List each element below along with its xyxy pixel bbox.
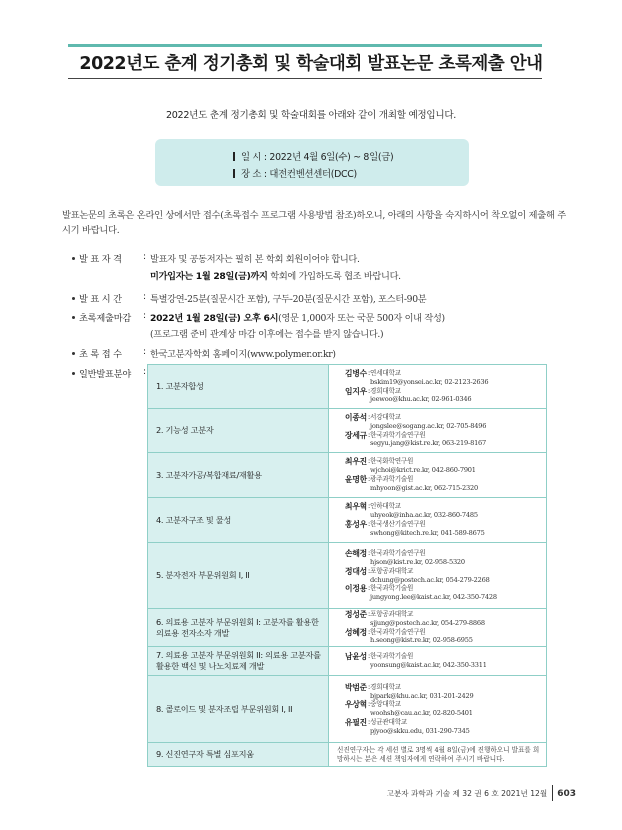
page-footer: [387, 785, 576, 801]
contact-email-phone: segyu.jang@kist.re.kr, 063-219-8167: [370, 439, 487, 448]
contact-email-phone: wjchoi@krict.re.kr, 042-860-7901: [370, 466, 476, 475]
contact-colon: :: [368, 700, 371, 709]
contact-colon: :: [368, 412, 371, 421]
contact-entry: [337, 387, 546, 405]
colon: :: [143, 346, 147, 357]
page-number: 603: [557, 789, 576, 799]
contact-affiliation: 한국화학연구원: [370, 457, 414, 466]
date-label: 일 시 :: [241, 152, 270, 163]
contact-email-phone: jeewoo@khu.ac.kr, 02-961-0346: [370, 395, 472, 404]
contact-email-phone: yoonsung@kaist.ac.kr, 042-350-3311: [370, 661, 487, 670]
venue-label: 장 소 :: [241, 169, 270, 180]
colon: :: [143, 366, 147, 377]
contact-affiliation: 한국과학기술원: [370, 652, 414, 661]
contact-name: 김병수: [345, 368, 367, 378]
contact-affiliation: 포항공과대학교: [370, 610, 414, 618]
field-contacts: [329, 498, 547, 543]
table-row: [148, 365, 547, 409]
bullet-dot-icon: [72, 257, 75, 260]
contact-colon: :: [368, 584, 371, 593]
contact-name: 임지우: [345, 386, 367, 396]
colon: :: [143, 291, 147, 302]
contact-entry: [337, 549, 546, 567]
contact-entry: [337, 610, 546, 628]
contact-colon: :: [368, 386, 371, 395]
contact-name: 성혜정: [345, 627, 367, 637]
journal-info: 고분자 과학과 기술 제 32 권 6 호 2021년 12월: [386, 789, 548, 798]
contact-affiliation: 연세대학교: [370, 368, 401, 377]
contact-colon: :: [368, 475, 371, 483]
field-category: 1. 고분자합성: [148, 365, 329, 409]
table-row: [148, 647, 547, 676]
contact-name: 박범준: [345, 682, 367, 692]
contact-colon: :: [368, 682, 371, 691]
contact-colon: :: [368, 457, 371, 466]
contact-name: 최우진: [345, 457, 367, 467]
presenter-line1: 발표자 및 공동저자는 필히 본 학회 회원이어야 합니다.: [150, 254, 360, 265]
field-contacts: [329, 409, 547, 453]
fields-table: [147, 364, 547, 767]
table-row: [148, 498, 547, 543]
contact-affiliation: 한국과학기술연구원: [370, 430, 426, 439]
contact-entry: [337, 369, 546, 387]
field-category: 7. 의료용 고분자 부문위원회 II: 의료용 고분자를 활용한 백신 및 나노치료제 개발: [148, 647, 329, 676]
presenter-line2: 미가입자는 1월 28일(금)까지 학회에 가입하도록 협조 바랍니다.: [150, 271, 401, 282]
field-contacts: [329, 743, 547, 767]
contact-entry: [337, 475, 546, 493]
contact-entry: [337, 457, 546, 475]
venue-row: [233, 166, 357, 180]
instruction-paragraph: 발표논문의 초록은 온라인 상에서만 접수(초록접수 프로그램 사용방법 참조)하오니, 아래의 사항을 숙지하시어 착오없이 제출해 주시기 바랍니다.: [62, 210, 566, 236]
deadline-note: (프로그램 준비 관계상 마감 이후에는 접수를 받지 않습니다.): [150, 329, 384, 340]
field-category: 5. 분자전자 부문위원회 I, II: [148, 543, 329, 609]
contact-entry: [337, 700, 546, 718]
contact-name: 홍성우: [345, 520, 367, 529]
contact-name: 최우혁: [345, 502, 367, 512]
table-row: [148, 543, 547, 609]
contact-affiliation: 한국과학기술연구원: [370, 627, 426, 636]
page-title: 2022년도 춘계 정기총회 및 학술대회 발표논문 초록제출 안내: [79, 54, 543, 74]
table-row: [148, 743, 547, 767]
contact-colon: :: [368, 566, 371, 575]
contact-email-phone: sjjung@postech.ac.kr, 054-279-8868: [370, 618, 485, 627]
contact-affiliation: 한국과학기술연구원: [370, 549, 426, 558]
field-contacts: [329, 543, 547, 609]
contact-name: 손해정: [345, 549, 367, 559]
venue-value: 대전컨벤션센터(DCC): [269, 169, 357, 180]
field-category: 8. 콜로이드 및 분자조립 부문위원회 I, II: [148, 676, 329, 743]
contact-colon: :: [368, 610, 371, 618]
contact-colon: :: [368, 502, 371, 511]
field-contacts: [329, 365, 547, 409]
bullet-bar-icon: [233, 152, 235, 161]
field-contacts: [329, 676, 547, 743]
contact-name: 이종석: [345, 412, 367, 422]
contact-affiliation: 서강대학교: [370, 412, 401, 421]
contact-affiliation: 포항공과대학교: [370, 566, 414, 575]
field-category: 9. 신진연구자 특별 심포지움: [148, 743, 329, 767]
field-contacts: [329, 647, 547, 676]
contact-entry: [337, 683, 546, 701]
contact-colon: :: [368, 717, 371, 726]
contact-affiliation: 경희대학교: [370, 682, 401, 691]
contact-name: 유필진: [345, 717, 367, 727]
contact-email-phone: hjson@kist.re.kr, 02-958-5320: [370, 557, 465, 566]
contact-affiliation: 광주과학기술원: [370, 475, 414, 483]
bullet-dot-icon: [72, 316, 75, 319]
field-contacts: [329, 453, 547, 498]
section-submit-label: 초 록 접 수: [72, 346, 122, 360]
contact-email-phone: jungyong.lee@kaist.ac.kr, 042-350-7428: [370, 593, 497, 602]
contact-affiliation: 중앙대학교: [370, 700, 401, 709]
section-presenter-label: 발 표 자 격: [72, 251, 122, 265]
contact-entry: [337, 718, 546, 736]
intro-text: 2022년도 춘계 정기총회 및 학술대회를 아래와 같이 개최할 예정입니다.: [165, 110, 457, 121]
bullet-bar-icon: [233, 169, 235, 178]
contact-name: 이정용: [345, 584, 367, 594]
contact-entry: [337, 584, 546, 602]
contact-affiliation: 경희대학교: [370, 386, 401, 395]
contact-name: 우상혁: [345, 700, 367, 710]
contact-email-phone: swhong@kitech.re.kr, 041-589-8675: [370, 528, 485, 537]
deadline-value: 2022년 1월 28일(금) 오후 6시(영문 1,000자 또는 국문 500자 이내 작성): [150, 313, 445, 324]
contact-email-phone: h.seong@kist.re.kr, 02-958-6955: [370, 636, 473, 645]
contact-name: 정성준: [345, 610, 367, 619]
field-category: 3. 고분자가공/복합재료/재활용: [148, 453, 329, 498]
table-row: [148, 676, 547, 743]
contact-name: 정대성: [345, 566, 367, 576]
date-row: [233, 149, 393, 163]
field-contacts: [329, 609, 547, 647]
contact-colon: :: [368, 368, 371, 377]
field-category: 4. 고분자구조 및 물성: [148, 498, 329, 543]
table-row: [148, 409, 547, 453]
contact-entry: [337, 431, 546, 449]
event-info-box: [155, 139, 469, 186]
contact-email-phone: pjyoo@skku.edu, 031-290-7345: [370, 726, 470, 735]
contact-email-phone: jongslee@sogang.ac.kr, 02-705-8496: [370, 421, 487, 430]
contact-name: 장세규: [345, 430, 367, 440]
title-underline: [68, 78, 542, 79]
time-value: 특별강연-25분(질문시간 포함), 구두-20분(질문시간 포함), 포스터-90분: [150, 294, 427, 305]
contact-email-phone: dchung@postech.ac.kr, 054-279-2268: [370, 575, 490, 584]
footer-divider: [552, 785, 553, 801]
field-category: 6. 의료용 고분자 부문위원회 I: 고분자를 활용한 의료용 전자소자 개발: [148, 609, 329, 647]
colon: :: [143, 251, 147, 262]
submit-value: 한국고분자학회 홈페이지(www.polymer.or.kr): [150, 349, 336, 360]
bullet-dot-icon: [72, 372, 75, 375]
contact-colon: :: [368, 430, 371, 439]
contact-email-phone: bjpark@khu.ac.kr, 031-201-2429: [370, 691, 474, 700]
contact-email-phone: woohsh@cau.ac.kr, 02-820-5401: [370, 709, 473, 718]
contact-affiliation: 성균관대학교: [370, 717, 408, 726]
top-accent-line: [68, 44, 542, 47]
field-note: 신진연구자는 각 세션 별로 3명씩 4월 8일(금)에 진행하오니 발표를 희망하시는 분은 세션 책임자에게 연락하여 주시기 바랍니다.: [337, 745, 540, 763]
table-row: [148, 609, 547, 647]
contact-colon: :: [368, 652, 371, 661]
colon: :: [143, 310, 147, 321]
contact-colon: :: [368, 520, 371, 528]
contact-entry: [337, 520, 546, 538]
contact-email-phone: uhyeok@inha.ac.kr, 032-860-7485: [370, 511, 478, 520]
contact-entry: [337, 652, 546, 670]
contact-affiliation: 한국생산기술연구원: [370, 520, 426, 528]
contact-affiliation: 한국과학기술원: [370, 584, 414, 593]
contact-affiliation: 인하대학교: [370, 502, 401, 511]
table-row: [148, 453, 547, 498]
contact-colon: :: [368, 627, 371, 636]
contact-entry: [337, 567, 546, 585]
contact-name: 윤명한: [345, 475, 367, 484]
field-category: 2. 기능성 고분자: [148, 409, 329, 453]
contact-name: 남윤성: [345, 652, 367, 662]
section-general-label: 일반발표분야: [72, 366, 131, 380]
bullet-dot-icon: [72, 297, 75, 300]
contact-email-phone: mhyoon@gist.ac.kr, 062-715-2320: [370, 483, 479, 492]
section-time-label: 발 표 시 간: [72, 291, 122, 305]
contact-entry: [337, 413, 546, 431]
contact-email-phone: bskim19@yonsei.ac.kr, 02-2123-2636: [370, 377, 489, 386]
contact-entry: [337, 628, 546, 646]
bullet-dot-icon: [72, 352, 75, 355]
contact-entry: [337, 502, 546, 520]
date-value: 2022년 4월 6일(수) ~ 8일(금): [269, 152, 394, 163]
contact-colon: :: [368, 549, 371, 558]
section-deadline-label: 초록제출마감: [72, 310, 131, 324]
